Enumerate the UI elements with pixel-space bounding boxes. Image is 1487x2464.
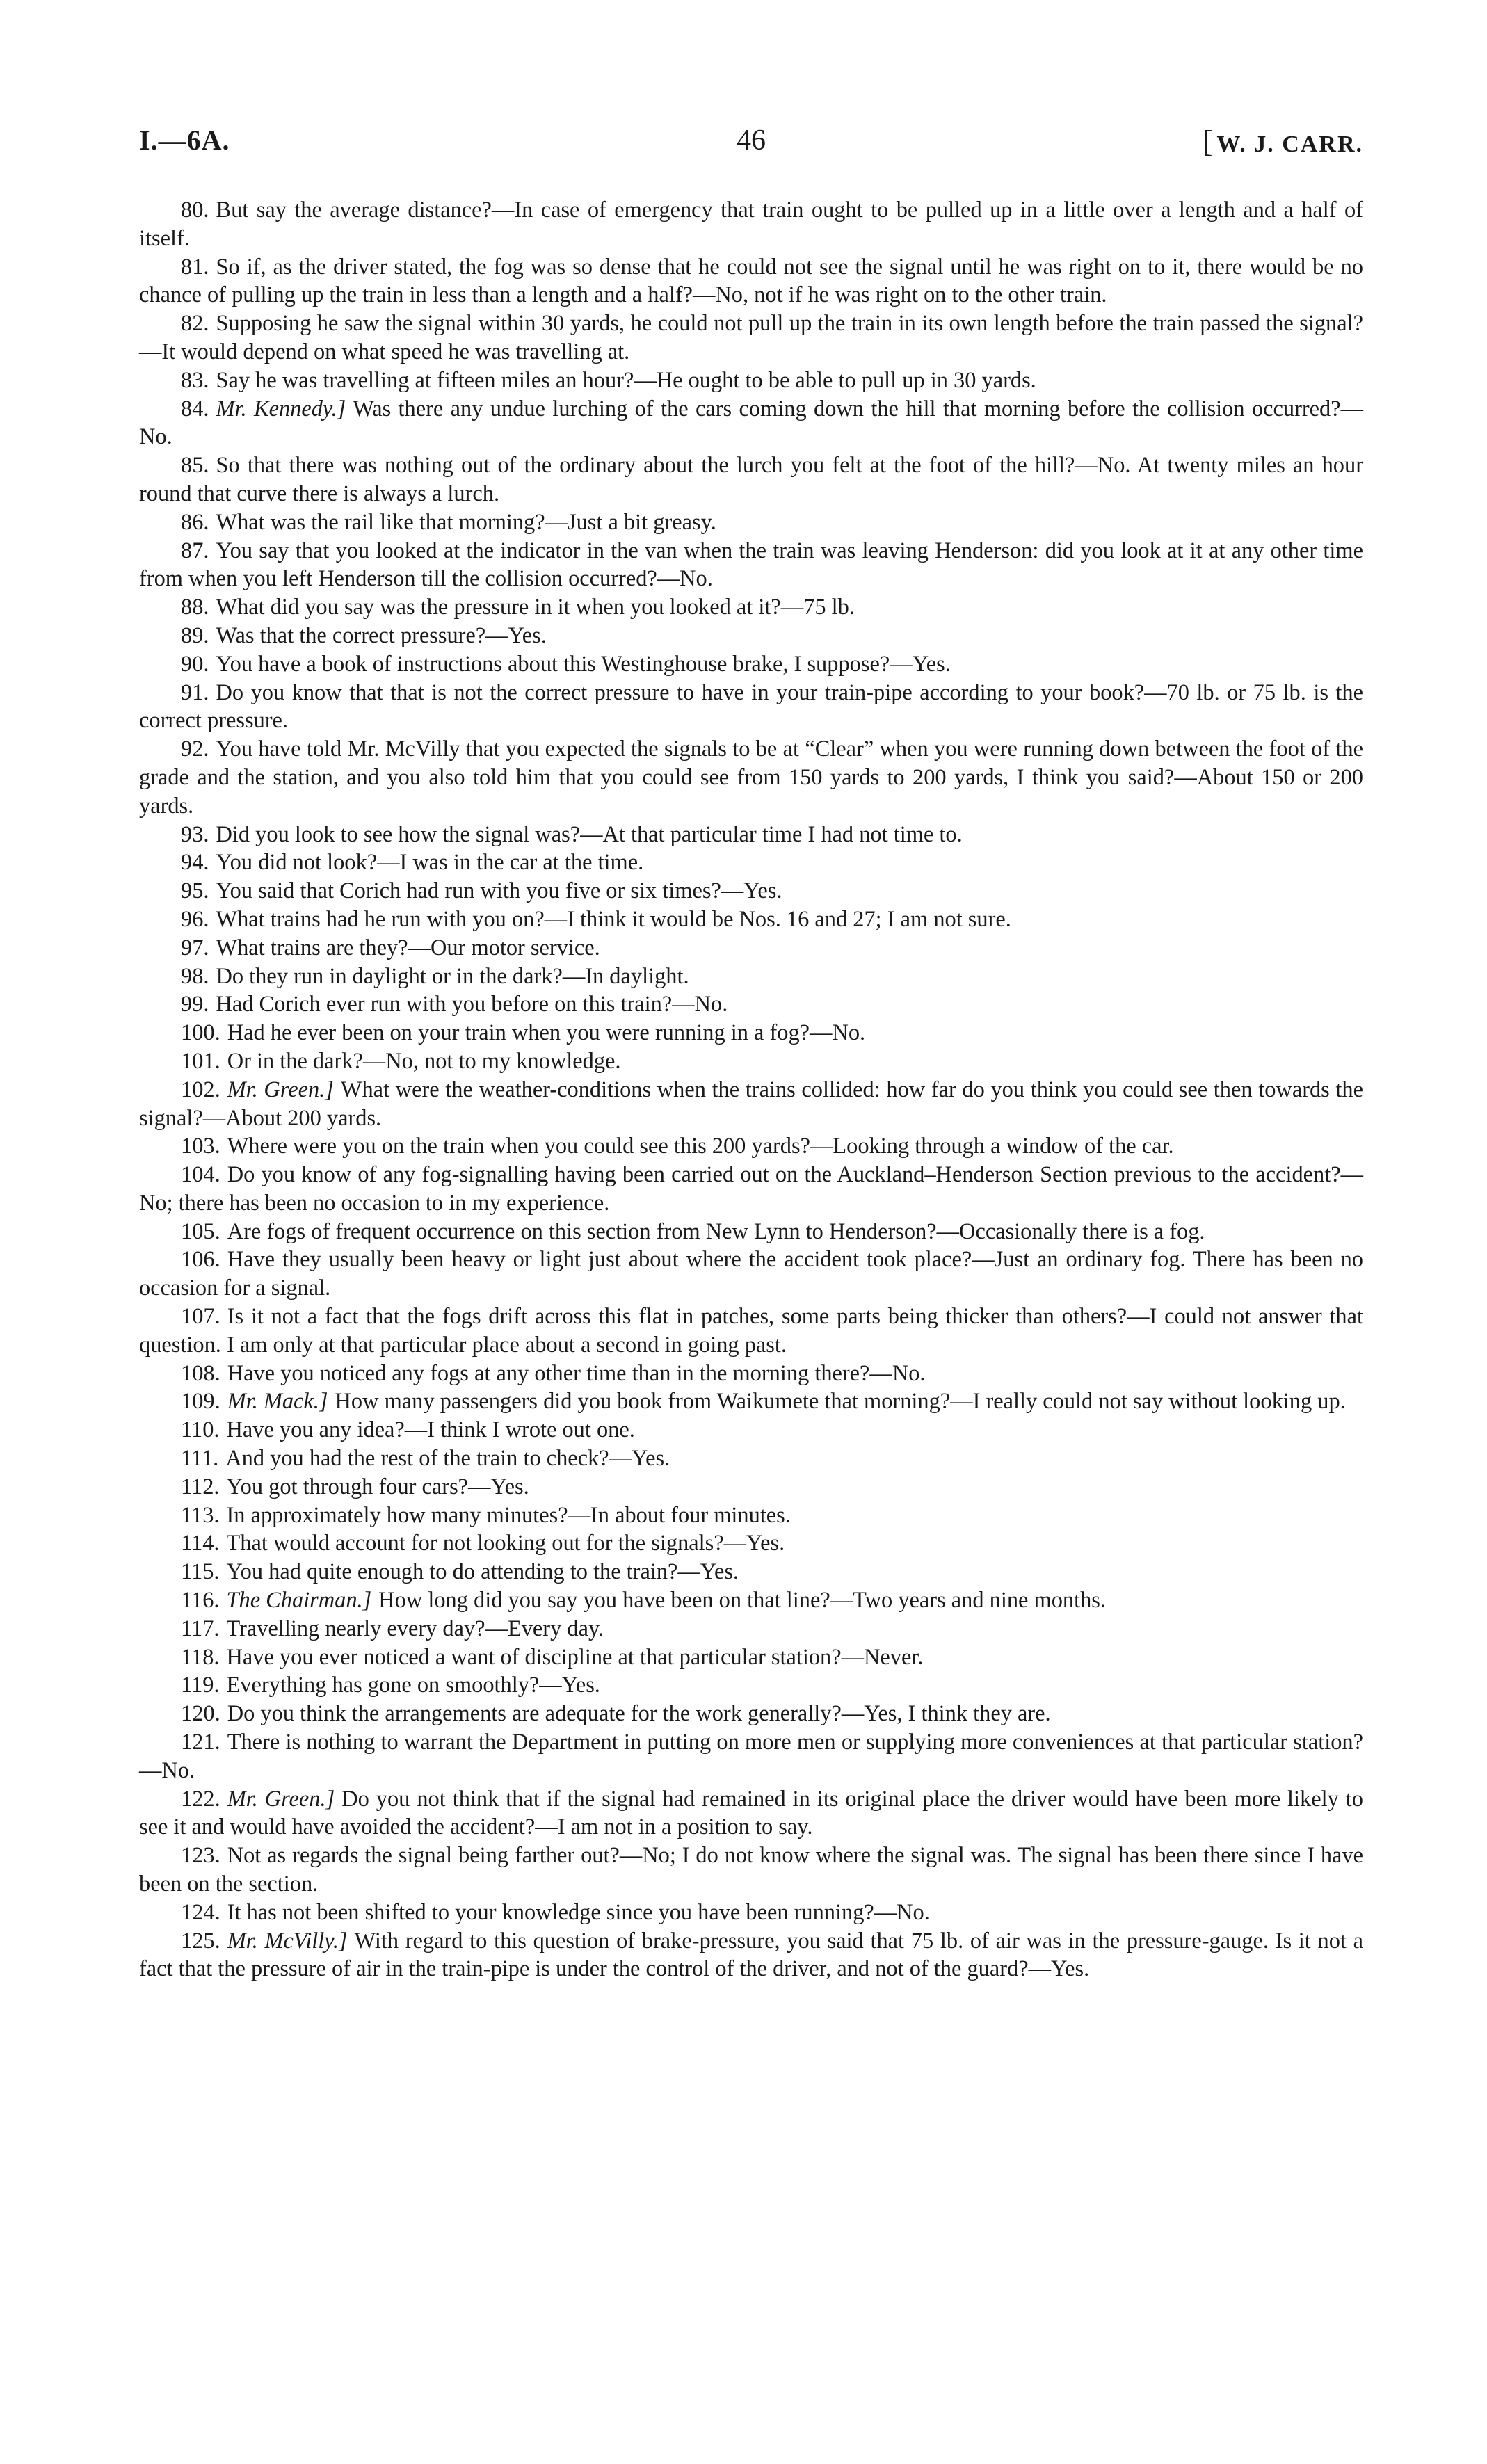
question-text: Was there any undue lurching of the cars coming down the hill that morning before the collision occurred?—No. [139,396,1363,450]
question-number: 94. [181,850,209,876]
question-number: 89. [181,622,209,648]
question-text: You did not look?—I was in the car at the time. [216,850,644,876]
question-number: 122. [181,1786,220,1812]
witness-bracket: [ [1202,124,1214,159]
question-answer [139,253,1363,310]
question-text: You had quite enough to do attending to the train?—Yes. [226,1559,739,1585]
question-answer [139,1501,1363,1530]
question-number: 109. [181,1389,220,1415]
question-text: You have a book of instructions about this Westinghouse brake, I suppose?—Yes. [216,651,951,677]
question-answer [139,1416,1363,1444]
question-answer [139,1615,1363,1643]
question-number: 116. [181,1588,220,1613]
question-text: Did you look to see how the signal was?—At that particular time I had not time to. [216,821,963,847]
question-number: 83. [181,367,209,393]
question-text: You say that you looked at the indicator in the van when the train was leaving Henderson: did you look at it at any other time from when you left Henderson till the collision occurred?—No. [139,538,1363,592]
question-answer [139,309,1363,367]
question-answer [139,1161,1363,1218]
question-number: 82. [181,311,209,337]
speaker-label: Mr. Kennedy.] [216,396,346,421]
question-number: 87. [181,538,209,563]
question-number: 123. [181,1843,220,1869]
question-number: 108. [181,1360,220,1386]
question-number: 88. [181,595,209,620]
question-text: Have you any idea?—I think I wrote out one. [226,1417,635,1443]
question-text: How long did you say you have been on that line?—Two years and nine months. [378,1588,1106,1613]
question-answer [139,1671,1363,1700]
speaker-label: Mr. Mack.] [227,1389,328,1415]
speaker-label: Mr. Green.] [227,1786,335,1812]
question-text: Had Corich ever run with you before on this train?—No. [216,992,728,1017]
question-text: What was the rail like that morning?—Just a bit greasy. [216,509,716,535]
question-answer [139,1643,1363,1672]
question-text: What were the weather-conditions when the trains collided: how far do you think you could see then towards the signal?—About 200 yards. [139,1077,1364,1131]
question-answer [139,395,1363,452]
question-answer [139,537,1363,594]
question-text: So if, as the driver stated, the fog was so dense that he could not see the signal until he was right on to it, there would be no chance of pulling up the train in less than a length and a half?—No, not if he was right on to the other train. [139,254,1363,308]
question-answer [139,1387,1363,1416]
question-text: So that there was nothing out of the ordinary about the lurch you felt at the foot of the hill?—No. At twenty miles an hour round that curve there is always a lurch. [139,453,1363,506]
question-number: 92. [181,736,209,762]
testimony-body [139,196,1363,1983]
question-answer [139,1019,1363,1047]
question-text: But say the average distance?—In case of emergency that train ought to be pulled up in a little over a length and a half of itself. [139,198,1363,251]
page-number: 46 [737,124,766,156]
question-text: Travelling nearly every day?—Every day. [226,1616,604,1641]
question-number: 95. [181,878,209,904]
question-answer [139,1076,1363,1133]
question-text: Do they run in daylight or in the dark?—In daylight. [216,963,689,989]
question-answer [139,593,1363,622]
question-number: 115. [181,1559,220,1585]
question-number: 120. [181,1701,220,1727]
question-number: 114. [181,1531,220,1556]
question-answer [139,508,1363,537]
question-text: That would account for not looking out for the signals?—Yes. [226,1531,785,1556]
question-number: 111. [181,1446,219,1472]
witness-name [1203,124,1363,159]
question-text: Do you not think that if the signal had remained in its original place the driver would have been more likely to see it and would have avoided the accident?—I am not in a position to say. [139,1786,1363,1840]
question-text: Have you ever noticed a want of discipline at that particular station?—Never. [226,1644,924,1670]
question-text: Have you noticed any fogs at any other time than in the morning there?—No. [227,1360,926,1386]
question-answer [139,1700,1363,1728]
page-header [139,124,1363,166]
question-text: Where were you on the train when you could see this 200 yards?—Looking through a window of the car. [227,1134,1174,1159]
question-answer [139,934,1363,963]
paper-reference: I.—6A. [139,124,230,156]
question-text: Do you know that that is not the correct pressure to have in your train-pipe according to your book?—70 lb. or 75 lb. is the correct pressure. [139,679,1363,734]
question-answer [139,1218,1363,1246]
question-number: 90. [181,651,209,677]
question-answer [139,905,1363,934]
question-answer [139,1360,1363,1388]
question-text: You got through four cars?—Yes. [226,1474,529,1499]
question-answer [139,622,1363,650]
question-number: 86. [181,509,209,535]
question-answer [139,848,1363,877]
question-answer [139,1303,1363,1360]
question-answer [139,990,1363,1019]
question-number: 119. [181,1673,220,1698]
speaker-label: The Chairman.] [226,1588,372,1613]
question-answer [139,1927,1363,1984]
question-text: Or in the dark?—No, not to my knowledge. [227,1048,621,1074]
question-text: Are fogs of frequent occurrence on this section from New Lynn to Henderson?—Occasionally there is a fog. [227,1218,1205,1244]
question-answer [139,877,1363,905]
question-number: 125. [181,1928,220,1954]
question-text: Have they usually been heavy or light just about where the accident took place?—Just an ordinary fog. There has been no occasion for a signal. [139,1247,1363,1301]
question-answer [139,1785,1363,1842]
question-answer [139,1558,1363,1586]
question-answer [139,963,1363,991]
question-answer [139,451,1363,508]
question-number: 106. [181,1247,220,1273]
question-answer [139,1586,1363,1615]
question-text: Supposing he saw the signal within 30 yards, he could not pull up the train in its own length before the train passed the signal?—It would depend on what speed he was travelling at. [139,311,1363,364]
question-number: 99. [181,992,209,1017]
question-text: You have told Mr. McVilly that you expected the signals to be at “Clear” when you were running down between the foot of the grade and the station, and you also told him that you could see from 150 yards to 200 yards, I think you said?—About 150 or 200 yards. [139,736,1363,819]
question-number: 85. [181,453,209,478]
question-text: What trains had he run with you on?—I think it would be Nos. 16 and 27; I am not sure. [216,906,1011,932]
question-text: What did you say was the pressure in it when you looked at it?—75 lb. [216,595,855,620]
question-text: You said that Corich had run with you five or six times?—Yes. [216,878,782,904]
question-text: Say he was travelling at fifteen miles an hour?—He ought to be able to pull up in 30 yards. [216,367,1036,393]
question-number: 101. [181,1048,220,1074]
question-number: 117. [181,1616,220,1641]
question-number: 100. [181,1020,220,1046]
question-text: In approximately how many minutes?—In about four minutes. [226,1502,791,1528]
question-answer [139,196,1363,253]
question-answer [139,650,1363,679]
question-answer [139,735,1363,820]
question-number: 98. [181,963,209,989]
question-answer [139,1899,1363,1927]
question-text: Was that the correct pressure?—Yes. [216,622,547,648]
question-number: 102. [181,1077,220,1102]
question-answer [139,1728,1363,1785]
question-text: Had he ever been on your train when you were running in a fog?—No. [227,1020,866,1046]
question-answer [139,1529,1363,1558]
question-text: Do you think the arrangements are adequate for the work generally?—Yes, I think they are. [227,1701,1051,1727]
question-answer [139,1132,1363,1161]
question-number: 97. [181,935,209,960]
question-text: Is it not a fact that the fogs drift across this flat in patches, some parts being thicker than others?—I could not answer that question. I am only at that particular place about a second in going past. [139,1304,1363,1358]
question-number: 103. [181,1134,220,1159]
question-number: 107. [181,1304,220,1330]
speaker-label: Mr. Green.] [227,1077,334,1102]
question-answer [139,1246,1363,1303]
question-number: 121. [181,1730,220,1755]
question-answer [139,1842,1363,1899]
question-text: It has not been shifted to your knowledge since you have been running?—No. [227,1899,930,1925]
question-text: Not as regards the signal being farther out?—No; I do not know where the signal was. The signal has been there since I have been on the section. [139,1843,1363,1897]
question-answer [139,821,1363,849]
question-number: 84. [181,396,209,421]
speaker-label: Mr. McVilly.] [227,1928,348,1954]
question-number: 124. [181,1899,220,1925]
question-text: And you had the rest of the train to check?—Yes. [225,1446,670,1472]
question-text: What trains are they?—Our motor service. [216,935,600,960]
question-number: 110. [181,1417,220,1443]
question-answer [139,1473,1363,1501]
question-number: 104. [181,1162,220,1188]
witness-name-text: W. J. CARR. [1216,131,1363,157]
question-answer [139,1047,1363,1076]
question-number: 118. [181,1644,220,1670]
question-number: 96. [181,906,209,932]
question-answer [139,679,1363,736]
question-text: Do you know of any fog-signalling having been carried out on the Auckland–Henderson Section previous to the accident?—No; there has been no occasion to in my experience. [139,1162,1363,1216]
question-answer [139,1444,1363,1473]
question-answer [139,367,1363,395]
question-number: 113. [181,1502,220,1528]
question-number: 93. [181,821,209,847]
question-number: 80. [181,198,209,223]
question-text: There is nothing to warrant the Department in putting on more men or supplying more conveniences at that particular station?—No. [139,1730,1363,1783]
question-text: How many passengers did you book from Waikumete that morning?—I really could not say without looking up. [335,1389,1346,1415]
question-text: With regard to this question of brake-pressure, you said that 75 lb. of air was in the pressure-gauge. Is it not a fact that the pressure of air in the train-pipe is under the control of the driver, and not of the guard?—Yes. [139,1928,1363,1982]
question-text: Everything has gone on smoothly?—Yes. [226,1673,600,1698]
question-number: 105. [181,1218,220,1244]
question-number: 91. [181,679,209,705]
question-number: 112. [181,1474,220,1499]
question-number: 81. [181,254,209,280]
